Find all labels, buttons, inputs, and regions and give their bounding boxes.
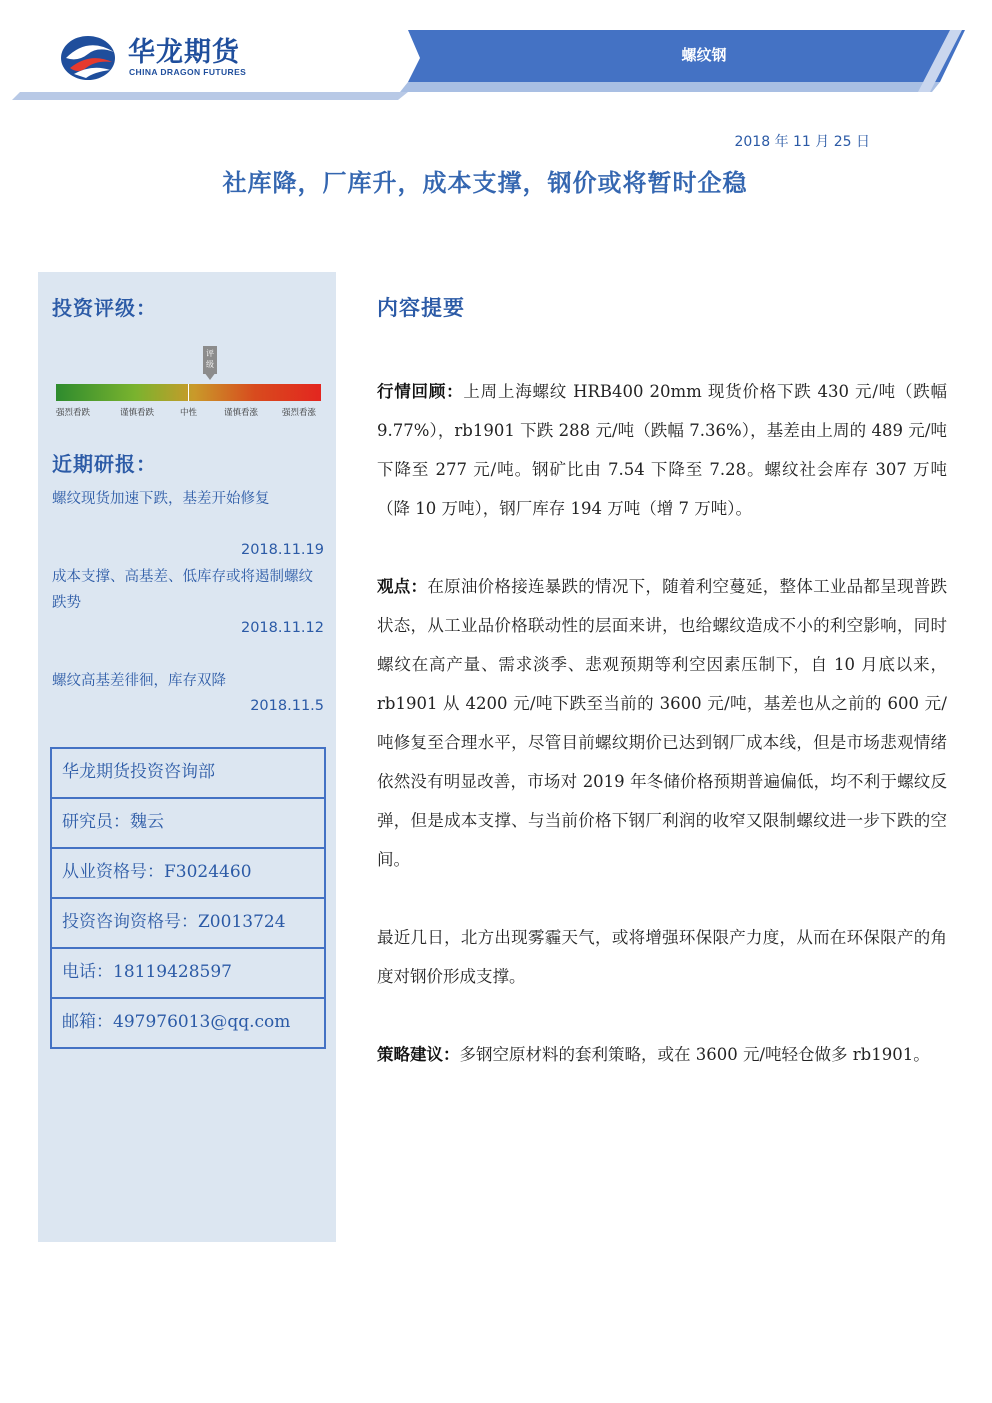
report-link-date: 2018.11.5 (250, 698, 324, 714)
contact-box (50, 747, 326, 1049)
report-link[interactable]: 成本支撑、高基差、低库存或将遏制螺纹跌势 (52, 569, 313, 611)
section-tag: 螺纹钢 (681, 46, 727, 64)
rating-label: 谨慎看涨 (224, 408, 259, 418)
rating-heading: 投资评级： (52, 296, 157, 320)
rating-arrow-icon (204, 372, 216, 380)
rating-label: 谨慎看跌 (120, 408, 155, 418)
sidebar (38, 272, 336, 1242)
contact-phone: 电话：18119428597 (52, 949, 324, 999)
report-link-date: 2018.11.12 (240, 620, 324, 636)
strategy-paragraph (377, 1035, 947, 1074)
rating-marker-label: 评级 (206, 349, 214, 369)
rating-label: 强烈看跌 (56, 408, 91, 418)
report-date: 2018 年 11 月 25 日 (734, 134, 870, 150)
contact-advisory-license: 投资咨询资格号：Z0013724 (52, 899, 324, 949)
rating-scale-labels (52, 406, 324, 420)
report-link[interactable]: 螺纹高基差徘徊，库存双降 (52, 673, 226, 689)
view-text-2: 最近几日，北方出现雾霾天气，或将增强环保限产力度，从而在环保限产的角度对钢价形成支撑。 (377, 928, 947, 986)
rating-divider (188, 384, 189, 401)
report-link[interactable]: 螺纹现货加速下跌，基差开始修复 (52, 491, 270, 507)
brand-name-en: CHINA DRAGON FUTURES (129, 67, 247, 77)
header-underline (12, 92, 408, 100)
report-title: 社库降，厂库升，成本支撑，钢价或将暂时企稳 (222, 168, 748, 197)
rating-label: 中性 (180, 408, 198, 418)
view-text: 在原油价格接连暴跌的情况下，随着利空蔓延，整体工业品都呈现普跌状态，从工业品价格联动性的层面来讲，也给螺纹造成不小的利空影响，同时螺纹在高产量、需求淡季、悲观预期等利空因素压制下，自 10 月底以来，rb1901 从 4200 元/吨下跌至当前的 3600 元/吨，基差也从之前的 600 元/吨修复至合理水平，尽管目前螺纹期价已达到钢厂成本线，但是市场悲观情绪依然没有明显改善，市场对 2019 年冬储价格预期普遍偏低，均不利于螺纹反弹，但是成本支撑、与当前价格下钢厂利润的收窄又限制螺纹进一步下跌的空间。 (377, 577, 948, 869)
view-paragraph-2 (377, 918, 947, 996)
market-review-label: 行情回顾： (377, 382, 464, 401)
contact-researcher: 研究员：魏云 (52, 799, 324, 849)
summary-heading: 内容提要 (377, 295, 465, 320)
report-link-date: 2018.11.19 (240, 542, 324, 558)
view-label: 观点： (377, 577, 428, 596)
reports-heading: 近期研报： (52, 452, 157, 476)
brand-name: 华龙期货 (128, 37, 240, 68)
contact-license: 从业资格号：F3024460 (52, 849, 324, 899)
rating-label: 强烈看涨 (282, 408, 317, 418)
contact-email[interactable]: 邮箱：497976013@qq.com (62, 1012, 291, 1032)
market-review-text: 上周上海螺纹 HRB400 20mm 现货价格下跌 430 元/吨（跌幅 9.77%），rb1901 下跌 288 元/吨（跌幅 7.36%），基差由上周的 489 元/吨下降至 277 元/吨。钢矿比由 7.54 下降至 7.28。螺纹社会库存 307 万吨（降 10 万吨），钢厂库存 194 万吨（增 7 万吨）。 (377, 382, 947, 518)
market-review-paragraph (377, 372, 947, 528)
contact-department: 华龙期货投资咨询部 (52, 749, 324, 799)
view-paragraph (377, 567, 947, 879)
china-dragon-logo-icon (58, 28, 120, 84)
rating-marker (203, 346, 217, 374)
strategy-label: 策略建议： (377, 1045, 460, 1064)
strategy-text: 多钢空原材料的套利策略，或在 3600 元/吨轻仓做多 rb1901。 (459, 1045, 930, 1064)
